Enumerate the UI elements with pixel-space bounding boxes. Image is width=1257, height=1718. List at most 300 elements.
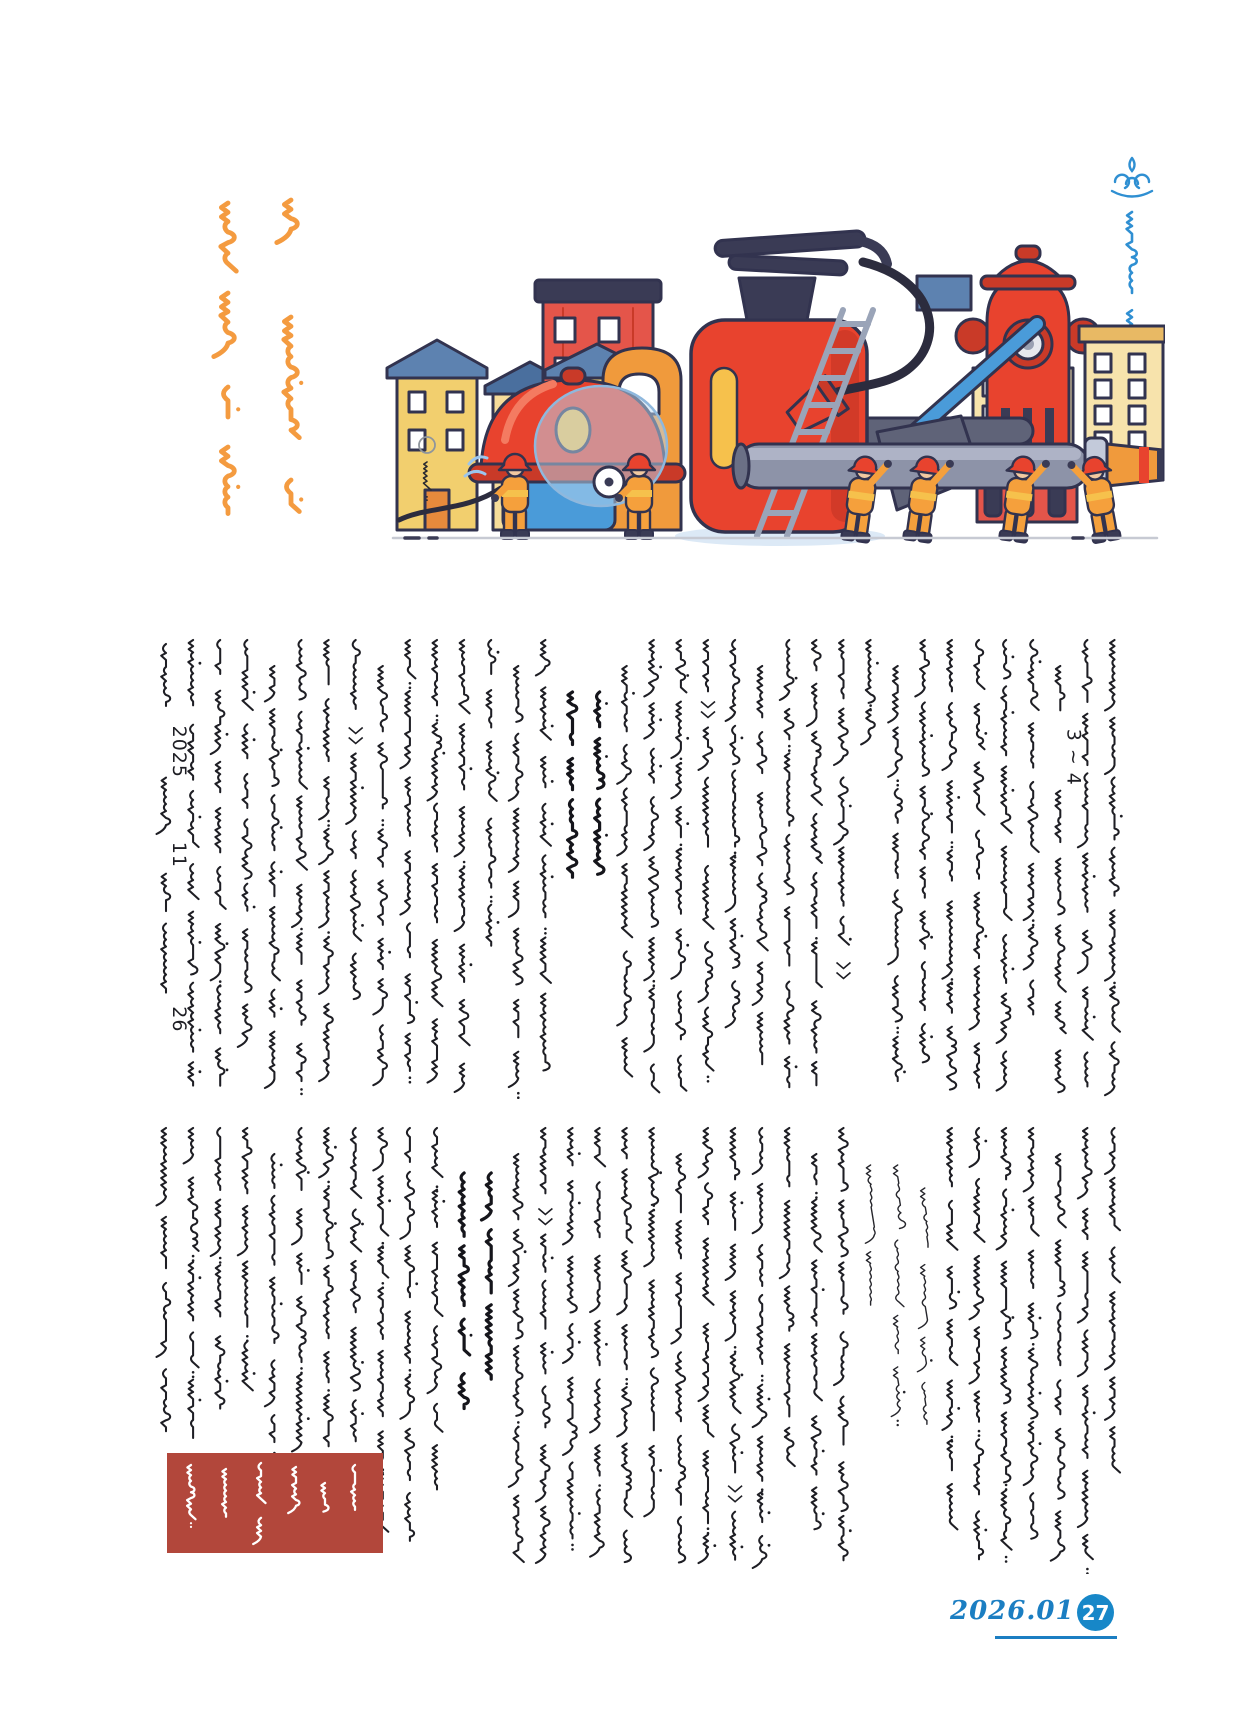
script-dot xyxy=(1113,982,1116,985)
script-dot xyxy=(761,1493,764,1496)
script-dot xyxy=(1093,1411,1096,1414)
script-column xyxy=(459,1173,470,1409)
script-column xyxy=(568,692,577,877)
script-dot xyxy=(236,407,240,411)
script-dot xyxy=(334,1146,337,1149)
script-dot xyxy=(280,1302,283,1305)
script-dot xyxy=(897,1420,899,1422)
script-column xyxy=(595,692,604,874)
script-column xyxy=(1051,1154,1066,1561)
script-dot xyxy=(957,796,960,799)
script-dot xyxy=(1012,656,1015,659)
script-dot xyxy=(409,687,412,690)
script-column xyxy=(428,640,443,1083)
script-dot xyxy=(551,823,554,826)
script-column xyxy=(373,666,387,1085)
script-dot xyxy=(382,1242,385,1245)
script-dot xyxy=(280,749,283,752)
script-dot xyxy=(659,1171,662,1174)
script-column xyxy=(351,1465,355,1510)
script-dot xyxy=(253,738,256,741)
script-dot xyxy=(307,1269,310,1272)
script-column xyxy=(891,1165,905,1417)
script-dot xyxy=(951,841,954,844)
script-column xyxy=(590,1128,605,1557)
script-dot xyxy=(524,1250,527,1253)
script-column xyxy=(671,1154,685,1563)
script-dot xyxy=(815,1192,818,1195)
script-dot xyxy=(680,758,683,761)
script-dot xyxy=(578,1512,581,1515)
script-column xyxy=(699,1128,714,1563)
script-dot xyxy=(680,762,683,765)
script-dot xyxy=(1093,875,1096,878)
script-column xyxy=(1024,1128,1039,1539)
script-dot xyxy=(517,1096,520,1099)
script-dot xyxy=(605,702,608,705)
script-dot xyxy=(497,651,500,654)
script-dot xyxy=(741,1546,744,1549)
script-dot xyxy=(1032,1343,1035,1346)
script-column xyxy=(617,666,632,1077)
script-dot xyxy=(605,755,608,758)
script-dot xyxy=(741,1201,744,1204)
script-dot xyxy=(388,951,391,954)
script-dot xyxy=(897,1424,899,1426)
script-dot xyxy=(707,1527,710,1530)
script-column xyxy=(834,640,849,945)
script-dot xyxy=(497,921,500,924)
script-dot xyxy=(1032,1348,1035,1351)
script-dot xyxy=(219,985,222,988)
script-dot xyxy=(822,1512,825,1515)
script-dot xyxy=(1086,1568,1089,1571)
script-dot xyxy=(415,1282,418,1285)
script-column xyxy=(671,640,686,1091)
script-dot xyxy=(815,1196,818,1199)
script-dot xyxy=(1005,1488,1008,1491)
script-dot xyxy=(280,870,283,873)
script-dot xyxy=(788,745,791,748)
highlight-box-text xyxy=(167,1453,383,1553)
script-column xyxy=(861,640,875,744)
script-dot xyxy=(761,1375,764,1378)
script-column xyxy=(292,640,307,1081)
script-column xyxy=(400,640,415,1071)
script-dot xyxy=(978,1434,981,1437)
script-column xyxy=(942,1128,957,1529)
script-column xyxy=(509,666,523,1087)
script-dot xyxy=(896,1031,899,1034)
script-column xyxy=(644,640,659,1092)
script-column xyxy=(536,1128,550,1563)
page-number-badge: 27 xyxy=(1077,1594,1114,1631)
script-dot xyxy=(951,1436,954,1439)
inline-numeral: 26 xyxy=(168,1006,190,1033)
script-dot xyxy=(334,1222,337,1225)
inline-numeral: 3 ~ 4 xyxy=(1062,728,1085,786)
script-dot xyxy=(1012,711,1015,714)
script-dot xyxy=(361,786,364,789)
script-column xyxy=(865,1165,875,1305)
script-dot xyxy=(795,677,798,680)
script-dot xyxy=(497,771,500,774)
script-dot xyxy=(761,1379,764,1382)
script-dot xyxy=(300,1367,303,1370)
script-dot xyxy=(199,1276,202,1279)
script-column xyxy=(424,462,432,490)
script-dot xyxy=(734,1351,737,1354)
script-column xyxy=(1078,1128,1093,1559)
script-dot xyxy=(578,1152,581,1155)
script-column xyxy=(915,640,929,1062)
script-dot xyxy=(199,941,202,944)
script-dot xyxy=(1086,1572,1089,1574)
script-dot xyxy=(226,942,229,945)
script-dot xyxy=(768,1398,771,1401)
script-dot xyxy=(571,1544,574,1547)
script-dot xyxy=(300,1088,303,1091)
script-dot xyxy=(1012,1316,1015,1319)
script-dot xyxy=(442,1200,445,1203)
script-dot xyxy=(659,765,662,768)
script-column xyxy=(351,1128,361,1441)
script-dot xyxy=(236,485,240,489)
script-dot xyxy=(1032,924,1035,927)
script-dot xyxy=(896,784,899,787)
script-dot xyxy=(327,1394,330,1397)
script-dot xyxy=(219,980,222,983)
script-dot xyxy=(653,1204,656,1207)
script-dot xyxy=(517,1426,520,1429)
script-dot xyxy=(327,824,330,827)
inline-numeral: 2025 xyxy=(168,725,190,778)
script-dot xyxy=(361,924,364,927)
script-dot xyxy=(463,865,466,868)
script-dot xyxy=(307,747,310,750)
script-dot xyxy=(713,1544,716,1547)
script-dot xyxy=(199,662,202,665)
fire-safety-illustration xyxy=(385,218,1165,558)
script-dot xyxy=(382,1282,385,1285)
script-dot xyxy=(869,709,872,712)
script-dot xyxy=(741,1374,744,1377)
script-dot xyxy=(815,937,818,940)
script-column xyxy=(400,1128,414,1541)
script-dot xyxy=(815,942,818,945)
script-column xyxy=(288,1467,299,1513)
script-column xyxy=(997,1128,1012,1550)
script-dot xyxy=(436,719,439,722)
script-dot xyxy=(598,1489,601,1492)
script-dot xyxy=(653,1209,656,1212)
script-column xyxy=(187,1465,195,1519)
script-dot xyxy=(625,1378,628,1381)
script-column xyxy=(222,1469,226,1517)
script-dot xyxy=(192,1259,195,1262)
script-dot xyxy=(382,1246,385,1249)
highlight-box xyxy=(167,1453,383,1553)
script-dot xyxy=(598,1484,601,1487)
script-dot xyxy=(1039,1317,1042,1320)
script-dot xyxy=(822,1288,825,1291)
script-dot xyxy=(741,935,744,938)
script-dot xyxy=(869,704,872,707)
script-dot xyxy=(544,928,547,931)
script-column xyxy=(1078,640,1093,1087)
script-column xyxy=(563,1128,577,1539)
figure-caption xyxy=(405,430,449,526)
script-dot xyxy=(299,381,303,385)
script-dot xyxy=(653,984,656,987)
script-dot xyxy=(984,1140,987,1143)
script-dot xyxy=(1032,919,1035,922)
script-column xyxy=(157,644,171,993)
script-column xyxy=(346,640,361,999)
script-dot xyxy=(930,734,933,737)
script-dot xyxy=(1039,660,1042,663)
script-dot xyxy=(199,816,202,819)
script-dot xyxy=(426,499,428,501)
script-column xyxy=(536,640,551,1071)
script-dot xyxy=(219,1261,222,1264)
script-dot xyxy=(280,826,283,829)
script-column xyxy=(780,640,794,1087)
script-dot xyxy=(361,1223,364,1226)
script-dot xyxy=(768,1511,771,1514)
script-column xyxy=(807,640,822,1085)
quote-mark xyxy=(837,963,851,979)
script-dot xyxy=(1039,1392,1042,1395)
script-dot xyxy=(951,1440,954,1443)
script-column xyxy=(482,1173,492,1379)
script-dot xyxy=(190,1526,192,1528)
script-dot xyxy=(571,1548,574,1551)
script-column xyxy=(238,640,253,1047)
quote-mark xyxy=(728,1486,742,1502)
footer-issue-date: 2026.01 xyxy=(950,1596,1075,1626)
script-dot xyxy=(192,1255,195,1258)
script-dot xyxy=(795,1065,798,1068)
script-dot xyxy=(327,936,330,939)
script-dot xyxy=(436,715,439,718)
script-dot xyxy=(788,749,791,752)
script-column xyxy=(428,1128,443,1490)
script-dot xyxy=(849,805,852,808)
script-dot xyxy=(382,824,385,827)
script-column xyxy=(917,1188,928,1424)
script-column xyxy=(238,1128,253,1390)
script-dot xyxy=(361,1412,364,1415)
quote-mark xyxy=(538,1209,552,1225)
script-dot xyxy=(246,1335,249,1338)
script-dot xyxy=(409,1081,412,1084)
script-dot xyxy=(517,1421,520,1424)
script-column xyxy=(834,1128,848,1560)
script-dot xyxy=(686,822,689,825)
script-dot xyxy=(544,932,547,935)
script-dot xyxy=(876,662,879,665)
script-dot xyxy=(219,1257,222,1260)
cloud-scroll-icon xyxy=(1112,158,1152,197)
script-dot xyxy=(280,1007,283,1010)
script-dot xyxy=(226,1380,229,1383)
script-dot xyxy=(1120,815,1123,818)
script-dot xyxy=(300,932,303,935)
script-dot xyxy=(470,767,473,770)
script-dot xyxy=(307,1171,310,1174)
script-dot xyxy=(707,1080,710,1083)
script-dot xyxy=(361,1361,364,1364)
script-column xyxy=(726,640,740,1027)
script-dot xyxy=(1005,1484,1008,1487)
script-dot xyxy=(734,1346,737,1349)
script-dot xyxy=(930,1359,933,1362)
script-dot xyxy=(951,983,954,986)
script-dot xyxy=(409,1374,412,1377)
script-dot xyxy=(578,1341,581,1344)
quote-mark xyxy=(701,702,715,718)
script-dot xyxy=(226,733,229,736)
script-dot xyxy=(192,1376,195,1379)
script-dot xyxy=(680,848,683,851)
script-column xyxy=(726,1128,741,1560)
script-dot xyxy=(951,846,954,849)
script-column xyxy=(321,1483,328,1512)
script-dot xyxy=(741,1451,744,1454)
script-dot xyxy=(382,1287,385,1290)
caption-circle-icon xyxy=(419,437,435,453)
script-dot xyxy=(1093,1016,1096,1019)
script-dot xyxy=(442,752,445,755)
script-column xyxy=(211,640,226,1086)
script-dot xyxy=(903,1071,906,1074)
script-dot xyxy=(659,718,662,721)
script-column xyxy=(214,203,237,514)
script-dot xyxy=(686,944,689,947)
script-dot xyxy=(517,1092,520,1095)
script-dot xyxy=(551,725,554,728)
script-column xyxy=(753,666,768,1064)
script-dot xyxy=(409,1076,412,1079)
script-dot xyxy=(686,737,689,740)
script-dot xyxy=(470,963,473,966)
script-dot xyxy=(327,820,330,823)
script-dot xyxy=(307,1417,310,1420)
script-dot xyxy=(978,1430,981,1433)
script-dot xyxy=(192,1371,195,1374)
script-dot xyxy=(578,1202,581,1205)
script-dot xyxy=(707,1076,710,1079)
script-dot xyxy=(605,834,608,837)
script-dot xyxy=(551,1257,554,1260)
script-column xyxy=(753,1128,767,1568)
script-column xyxy=(1105,1128,1120,1473)
script-dot xyxy=(896,1027,899,1030)
script-dot xyxy=(300,1093,303,1096)
script-dot xyxy=(903,1391,906,1394)
script-column xyxy=(277,200,300,512)
script-dot xyxy=(199,1399,202,1402)
script-dot xyxy=(327,1185,330,1188)
script-dot xyxy=(1012,968,1015,971)
script-dot xyxy=(299,497,303,501)
script-dot xyxy=(957,1291,960,1294)
script-dot xyxy=(1113,986,1116,989)
script-dot xyxy=(388,1199,391,1202)
script-dot xyxy=(734,852,737,855)
script-dot xyxy=(734,856,737,859)
script-column xyxy=(157,1128,171,1431)
script-dot xyxy=(632,692,635,695)
script-column xyxy=(253,1463,265,1544)
script-dot xyxy=(951,978,954,981)
script-column xyxy=(319,640,333,1081)
script-dot xyxy=(930,936,933,939)
script-column xyxy=(888,666,902,1081)
script-dot xyxy=(984,732,987,735)
script-column xyxy=(1105,640,1120,1095)
script-dot xyxy=(409,1369,412,1372)
script-dot xyxy=(984,1529,987,1532)
script-column xyxy=(1024,640,1039,1015)
script-dot xyxy=(327,1389,330,1392)
script-dot xyxy=(659,666,662,669)
script-column xyxy=(319,1128,333,1446)
script-dot xyxy=(253,691,256,694)
script-column xyxy=(617,1128,632,1562)
script-column xyxy=(970,1128,985,1559)
script-dot xyxy=(653,980,656,983)
script-column xyxy=(265,1154,279,1442)
script-dot xyxy=(822,1450,825,1453)
script-column xyxy=(970,640,985,1088)
script-dot xyxy=(849,1529,852,1532)
script-dot xyxy=(327,931,330,934)
script-dot xyxy=(300,928,303,931)
script-dot xyxy=(551,780,554,783)
script-column xyxy=(812,1154,822,1529)
script-dot xyxy=(984,935,987,938)
script-dot xyxy=(1012,789,1015,792)
script-dot xyxy=(436,1185,439,1188)
script-column xyxy=(455,640,470,1092)
script-dot xyxy=(470,1334,473,1337)
script-column xyxy=(292,1128,306,1451)
script-column xyxy=(509,1154,524,1562)
script-dot xyxy=(490,896,493,899)
script-dot xyxy=(463,861,466,864)
inline-numeral: 11 xyxy=(168,841,190,868)
script-dot xyxy=(199,1029,202,1032)
script-column xyxy=(486,640,496,946)
script-column xyxy=(265,666,280,1088)
script-dot xyxy=(199,1070,202,1073)
script-dot xyxy=(896,779,899,782)
script-dot xyxy=(426,496,428,498)
upper-text-block xyxy=(150,630,1150,1106)
script-dot xyxy=(551,875,554,878)
script-dot xyxy=(659,1469,662,1472)
script-dot xyxy=(1005,1560,1008,1563)
script-dot xyxy=(1012,1209,1015,1212)
script-dot xyxy=(686,674,689,677)
script-dot xyxy=(415,1001,418,1004)
script-dot xyxy=(930,1035,933,1038)
script-dot xyxy=(1039,1442,1042,1445)
script-dot xyxy=(680,844,683,847)
script-dot xyxy=(490,900,493,903)
